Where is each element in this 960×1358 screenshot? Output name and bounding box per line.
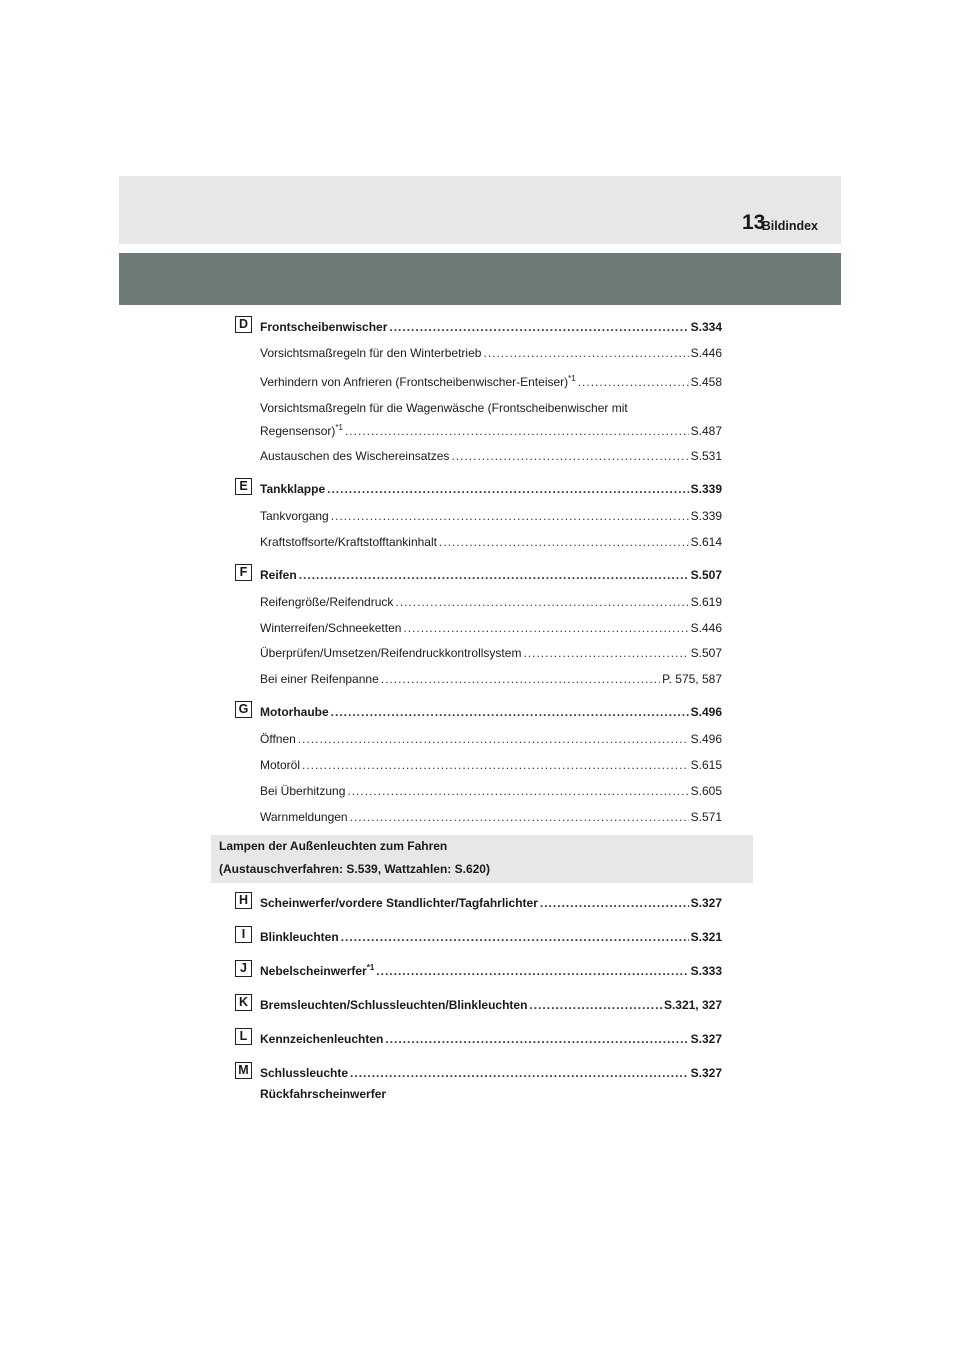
index-entry-kennzeichenleuchten[interactable] — [260, 1032, 722, 1046]
entry-page: S.458 — [690, 375, 722, 389]
section-letter-m: M — [235, 1062, 252, 1079]
index-entry-reifenpanne[interactable] — [260, 672, 722, 686]
index-entry-blinkleuchten[interactable] — [260, 930, 722, 944]
lamp-note-title: Lampen der Außenleuchten zum Fahren — [219, 839, 448, 853]
lamp-note-details: (Austauschverfahren: S.539, Wattzahlen: S.620) — [219, 862, 490, 876]
entry-page: S.327 — [690, 1032, 722, 1046]
index-entry-nebelscheinwerfer[interactable] — [260, 964, 722, 978]
entry-label: Kraftstoffsorte/Kraftstofftankinhalt — [260, 535, 437, 549]
entry-label: Bei einer Reifenpanne — [260, 672, 379, 686]
entry-page: S.507 — [690, 568, 722, 582]
section-letter-l: L — [235, 1028, 252, 1045]
entry-label: Bei Überhitzung — [260, 784, 346, 798]
index-entry-frontscheibenwischer[interactable] — [260, 320, 722, 334]
entry-page: S.327 — [690, 896, 722, 910]
footnote-mark: *1 — [366, 963, 375, 972]
entry-label: Öffnen — [260, 732, 296, 746]
entry-page: S.334 — [690, 320, 722, 334]
entry-label: Tankvorgang — [260, 509, 329, 523]
entry-label: Reifen — [260, 568, 297, 582]
entry-label: Blinkleuchten — [260, 930, 339, 944]
entry-page: S.496 — [690, 732, 722, 746]
page-number: 13 — [742, 211, 766, 234]
index-entry-wischereinsatz[interactable] — [260, 449, 722, 463]
section-letter-k: K — [235, 994, 252, 1011]
entry-page: S.507 — [690, 646, 722, 660]
entry-page: S.614 — [690, 535, 722, 549]
entry-label: Reifengröße/Reifendruck — [260, 595, 394, 609]
index-entry-oeffnen[interactable] — [260, 732, 722, 746]
footnote-mark: *1 — [568, 374, 576, 383]
section-letter-j: J — [235, 960, 252, 977]
index-entry-reifen[interactable] — [260, 568, 722, 582]
entry-label: Kennzeichenleuchten — [260, 1032, 384, 1046]
index-entry-rueckfahrscheinwerfer[interactable]: Rückfahrscheinwerfer — [260, 1087, 387, 1101]
index-entry-winterbetrieb[interactable] — [260, 346, 722, 360]
entry-page: S.446 — [690, 621, 722, 635]
entry-page: S.446 — [690, 346, 722, 360]
entry-label: Motorhaube — [260, 705, 329, 719]
section-letter-e: E — [235, 478, 252, 495]
section-letter-h: H — [235, 892, 252, 909]
index-entry-scheinwerfer[interactable] — [260, 896, 722, 910]
section-title: Bildindex — [761, 219, 818, 233]
entry-page: S.487 — [690, 424, 722, 438]
index-entry-tankvorgang[interactable] — [260, 509, 722, 523]
section-letter-d: D — [235, 316, 252, 333]
entry-label: Überprüfen/Umsetzen/Reifendruckkontrollsystem — [260, 646, 522, 660]
entry-label: Regensensor) — [260, 424, 336, 438]
index-entry-wagenwaesche-line1[interactable]: Vorsichtsmaßregeln für die Wagenwäsche (Frontscheibenwischer mit — [260, 401, 628, 415]
entry-page: S.571 — [690, 810, 722, 824]
section-letter-f: F — [235, 564, 252, 581]
entry-page: S.605 — [690, 784, 722, 798]
entry-page: S.339 — [690, 509, 722, 523]
entry-label: Verhindern von Anfrieren (Frontscheibenwischer-Enteiser) — [260, 375, 569, 389]
index-entry-wagenwaesche[interactable] — [260, 424, 722, 438]
entry-label: Tankklappe — [260, 482, 326, 496]
entry-label: Bremsleuchten/Schlussleuchten/Blinkleuchten — [260, 998, 528, 1012]
index-entry-ueberhitzung[interactable] — [260, 784, 722, 798]
footnote-mark: *1 — [335, 423, 343, 432]
entry-page: S.339 — [690, 482, 722, 496]
index-entry-bremsleuchten[interactable] — [260, 998, 722, 1012]
index-entry-kraftstoffsorte[interactable] — [260, 535, 722, 549]
entry-label: Vorsichtsmaßregeln für den Winterbetrieb — [260, 346, 482, 360]
entry-label: Nebelscheinwerfer — [260, 964, 367, 978]
entry-label: Winterreifen/Schneeketten — [260, 621, 402, 635]
entry-label: Motoröl — [260, 758, 301, 772]
entry-label: Frontscheibenwischer — [260, 320, 388, 334]
entry-label: Austauschen des Wischereinsatzes — [260, 449, 450, 463]
entry-page: S.321 — [690, 930, 722, 944]
index-entry-winterreifen[interactable] — [260, 621, 722, 635]
index-entry-warnmeldungen[interactable] — [260, 810, 722, 824]
entry-label: Warnmeldungen — [260, 810, 348, 824]
index-entry-motoroel[interactable] — [260, 758, 722, 772]
section-letter-g: G — [235, 701, 252, 718]
index-entry-enteiser[interactable] — [260, 375, 722, 389]
index-entry-motorhaube[interactable] — [260, 705, 722, 719]
index-entry-reifendruck[interactable] — [260, 595, 722, 609]
entry-page: S.321, 327 — [663, 998, 722, 1012]
entry-label: Scheinwerfer/vordere Standlichter/Tagfahrlichter — [260, 896, 538, 910]
entry-page: S.496 — [690, 705, 722, 719]
index-entry-reifendruckkontrolle[interactable] — [260, 646, 722, 660]
title-band — [119, 253, 841, 305]
entry-page: S.619 — [690, 595, 722, 609]
entry-page: P. 575, 587 — [662, 672, 722, 686]
header-band — [119, 176, 841, 244]
entry-page: S.531 — [690, 449, 722, 463]
index-entry-schlussleuchte[interactable] — [260, 1066, 722, 1080]
index-entry-tankklappe[interactable] — [260, 482, 722, 496]
entry-page: S.327 — [690, 1066, 722, 1080]
entry-page: S.333 — [690, 964, 722, 978]
section-letter-i: I — [235, 926, 252, 943]
entry-page: S.615 — [690, 758, 722, 772]
entry-label: Schlussleuchte — [260, 1066, 349, 1080]
